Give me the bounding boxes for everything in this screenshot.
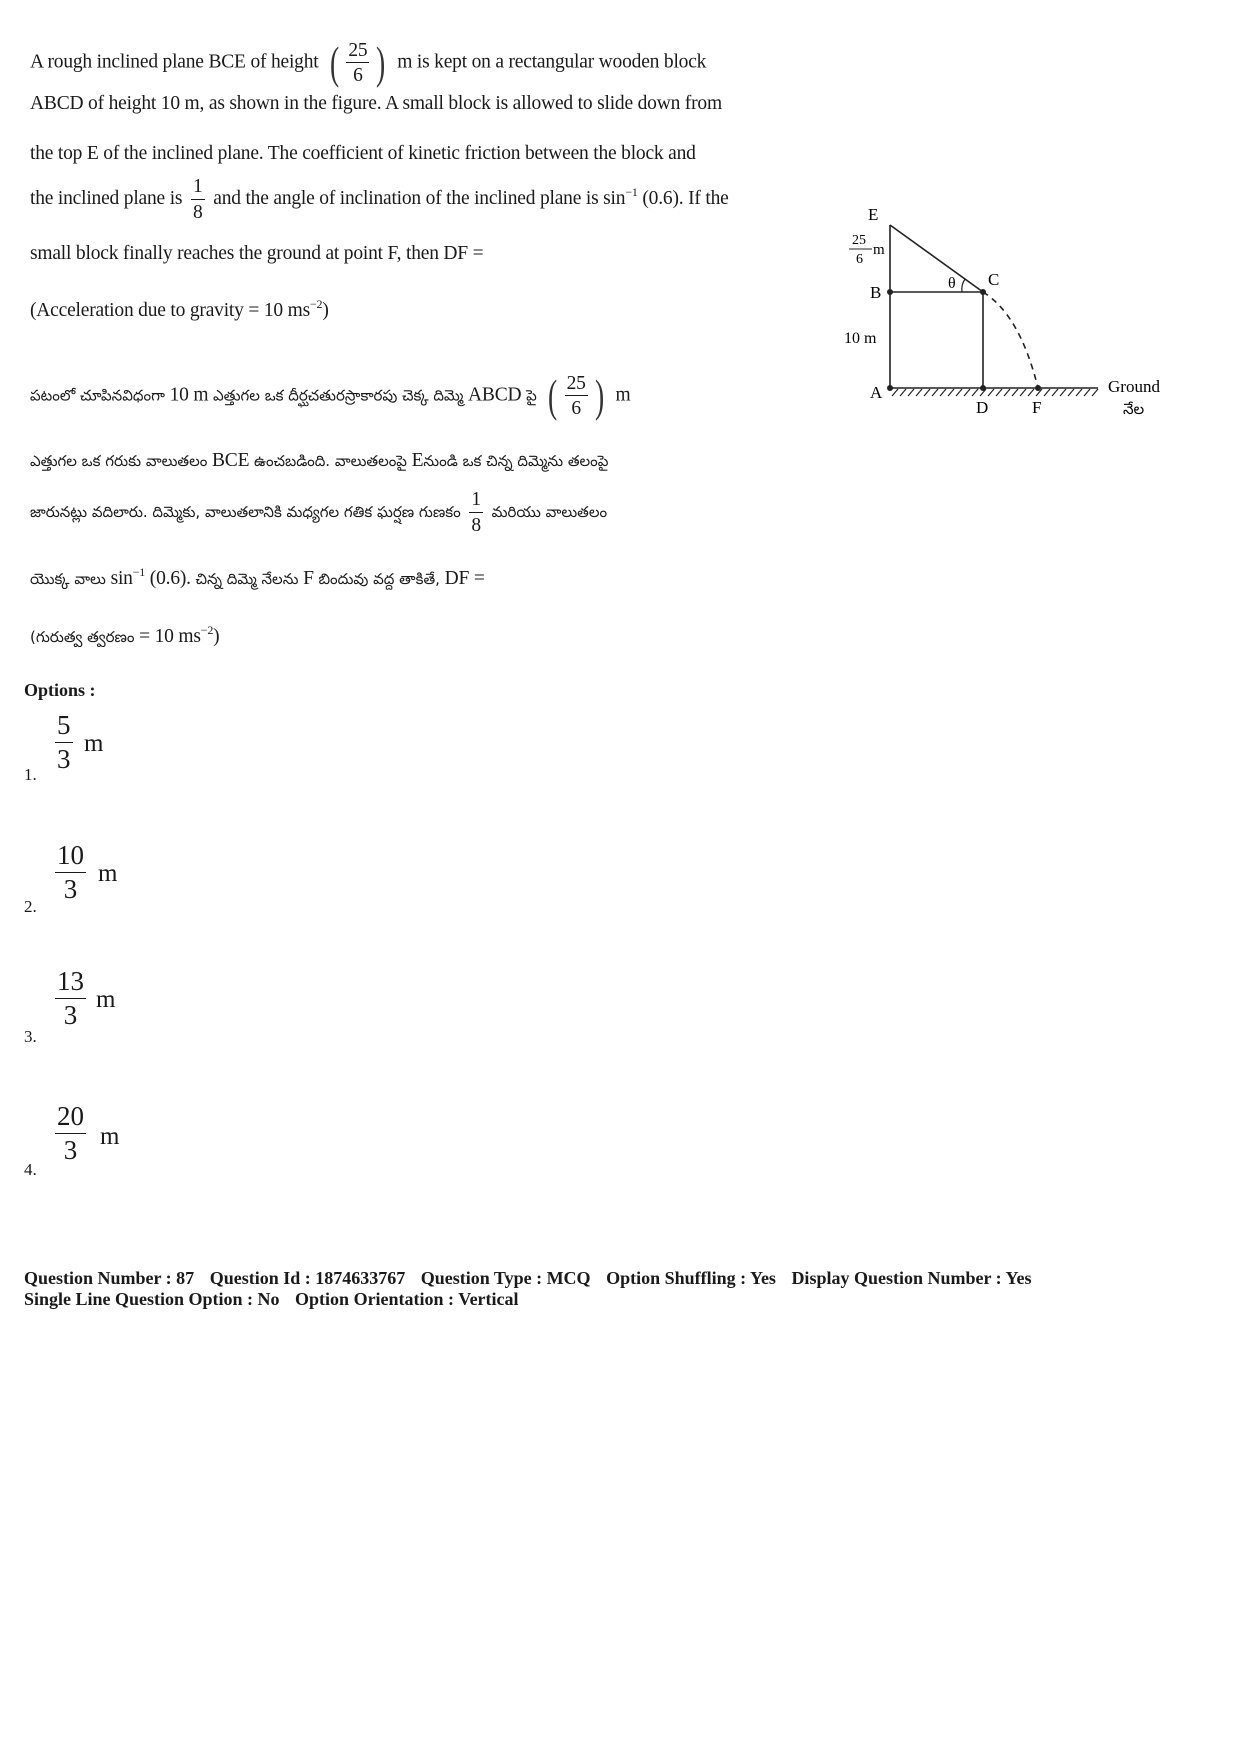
fraction-25-6: ( $\frac{25}{6}$ ) xyxy=(330,37,386,88)
label-block-height: 10 m xyxy=(844,330,877,347)
frac-den: 3 xyxy=(63,874,78,904)
superscript: −2 xyxy=(200,623,214,637)
text: నుండి ఒక చిన్న దిమ్మెను తలంపై xyxy=(423,452,609,470)
question-en-line-4 xyxy=(30,177,729,222)
option-fraction xyxy=(55,1103,86,1164)
text: చిన్న దిమ్మె నేలను xyxy=(195,570,299,588)
label-c: C xyxy=(988,270,1000,289)
inclined-plane-figure xyxy=(840,195,1180,435)
question-type: Question Type : MCQ xyxy=(420,1268,591,1288)
label-b: B xyxy=(870,283,882,302)
text: 10 m xyxy=(169,384,209,406)
option-fraction xyxy=(55,968,86,1029)
frac-num: 25 xyxy=(565,374,588,397)
question-te-line-2 xyxy=(30,450,608,474)
option-number: 3. xyxy=(24,1027,37,1046)
frac-den: 3 xyxy=(63,1000,78,1030)
point-a xyxy=(887,385,893,391)
text: పటంలో చూపినవిధంగా xyxy=(30,386,165,405)
fraction-25-6: ( $\frac{25}{6}$ ) xyxy=(548,370,604,421)
frac-den: 3 xyxy=(57,744,71,774)
text: F xyxy=(303,568,314,589)
label-e: E xyxy=(868,205,879,224)
label-height-unit: m xyxy=(873,242,885,258)
label-theta: θ xyxy=(948,275,956,292)
point-d xyxy=(980,385,986,391)
text: m is kept on a rectangular wooden block xyxy=(397,51,707,73)
option-unit: m xyxy=(84,730,104,757)
frac-num: 10 xyxy=(55,842,86,873)
option-unit: m xyxy=(96,986,116,1013)
text: the inclined plane is xyxy=(30,187,183,209)
text: sin xyxy=(110,568,133,589)
option-unit: m xyxy=(98,860,118,887)
point-c xyxy=(980,289,986,295)
question-en-line-3: the top E of the inclined plane. The coefficient of kinetic friction between the block and xyxy=(30,143,696,164)
incline-line-ec xyxy=(890,225,983,292)
frac-num: 20 xyxy=(55,1103,86,1134)
text: యొక్క వాలు xyxy=(30,570,106,588)
question-te-line-3 xyxy=(30,490,607,535)
projectile-trajectory xyxy=(983,292,1038,388)
option-shuffling: Option Shuffling : Yes xyxy=(606,1268,776,1288)
text: ఉంచబడింది. వాలుతలంపై xyxy=(254,452,407,470)
question-metadata xyxy=(24,1268,1042,1310)
question-te-line-4 xyxy=(30,565,485,592)
label-ground-telugu: నేల xyxy=(1123,400,1145,418)
question-en-line-5: small block finally reaches the ground at point F, then DF = xyxy=(30,243,484,264)
text: E xyxy=(411,450,424,471)
frac-den: 6 xyxy=(353,65,363,86)
frac-num: 1 xyxy=(469,490,483,513)
question-en-line-1 xyxy=(30,37,707,88)
point-b xyxy=(887,289,893,295)
question-number: Question Number : 87 xyxy=(24,1268,195,1288)
question-te-line-5 xyxy=(30,623,219,650)
frac-num: 13 xyxy=(55,968,86,999)
option-number: 1. xyxy=(24,765,37,784)
frac-num: 25 xyxy=(346,41,369,64)
question-en-line-6 xyxy=(30,297,329,322)
frac-num: 5 xyxy=(55,712,73,743)
text: ) xyxy=(322,300,329,321)
frac-den: 6 xyxy=(571,398,581,419)
display-question-number: Display Question Number : Yes xyxy=(791,1268,1032,1288)
label-height-den: 6 xyxy=(856,252,863,267)
frac-num: 1 xyxy=(191,177,205,200)
option-2[interactable] xyxy=(24,842,224,922)
metadata-line-1 xyxy=(24,1268,1042,1289)
text: A rough inclined plane BCE of height xyxy=(30,51,319,73)
text: ఎత్తుగల ఒక దీర్ఘచతురస్రాకారపు చెక్క దిమ్మె xyxy=(213,386,464,405)
text: (0.6). If the xyxy=(642,187,729,209)
fraction-1-8 xyxy=(469,490,483,535)
text: = 10 ms xyxy=(139,626,201,647)
text: పై xyxy=(526,386,537,405)
angle-arc xyxy=(962,279,965,292)
option-number: 4. xyxy=(24,1160,37,1179)
single-line-option: Single Line Question Option : No xyxy=(24,1289,280,1309)
text: (Acceleration due to gravity = 10 ms xyxy=(30,300,310,321)
text: ABCD xyxy=(468,384,522,406)
option-number: 2. xyxy=(24,897,37,916)
text: ఎత్తుగల ఒక గరుకు వాలుతలం xyxy=(30,452,208,470)
superscript: −1 xyxy=(625,184,638,199)
option-unit: m xyxy=(100,1123,120,1150)
fraction-1-8 xyxy=(191,177,205,222)
ground-hatching xyxy=(892,389,1098,396)
text: మరియు వాలుతలం xyxy=(491,502,608,521)
option-4[interactable] xyxy=(24,1103,224,1183)
text: జారునట్లు వదిలారు. దిమ్మెకు, వాలుతలానికి మధ్యగల గతిక ఘర్షణ గుణకం xyxy=(30,502,461,521)
text: ) xyxy=(213,626,220,647)
label-height-num: 25 xyxy=(852,233,866,248)
label-a: A xyxy=(870,383,883,402)
text: DF = xyxy=(444,568,485,589)
point-f xyxy=(1035,385,1041,391)
text: (0.6). xyxy=(149,568,191,589)
option-1[interactable] xyxy=(24,712,224,792)
option-fraction xyxy=(55,842,86,903)
question-te-line-1 xyxy=(30,370,631,421)
text: (గురుత్వ త్వరణం xyxy=(30,628,135,646)
frac-den: 8 xyxy=(471,514,481,536)
label-f: F xyxy=(1032,398,1042,417)
label-ground: Ground xyxy=(1108,377,1160,396)
option-fraction xyxy=(55,712,73,773)
text: m xyxy=(615,384,631,406)
frac-den: 3 xyxy=(63,1135,78,1165)
text: and the angle of inclination of the inclined plane is sin xyxy=(213,187,626,209)
question-id: Question Id : 1874633767 xyxy=(209,1268,406,1288)
text: బిందువు వద్ద తాకితే, xyxy=(318,570,440,588)
superscript: −1 xyxy=(132,565,146,579)
option-3[interactable] xyxy=(24,968,224,1048)
options-heading: Options : xyxy=(24,680,96,700)
question-en-line-2: ABCD of height 10 m, as shown in the figure. A small block is allowed to slide down from xyxy=(30,93,722,114)
metadata-line-2 xyxy=(24,1289,1042,1310)
text: BCE xyxy=(212,450,250,471)
option-orientation: Option Orientation : Vertical xyxy=(295,1289,519,1309)
label-d: D xyxy=(976,398,989,417)
frac-den: 8 xyxy=(192,201,203,223)
superscript: −2 xyxy=(309,297,323,311)
